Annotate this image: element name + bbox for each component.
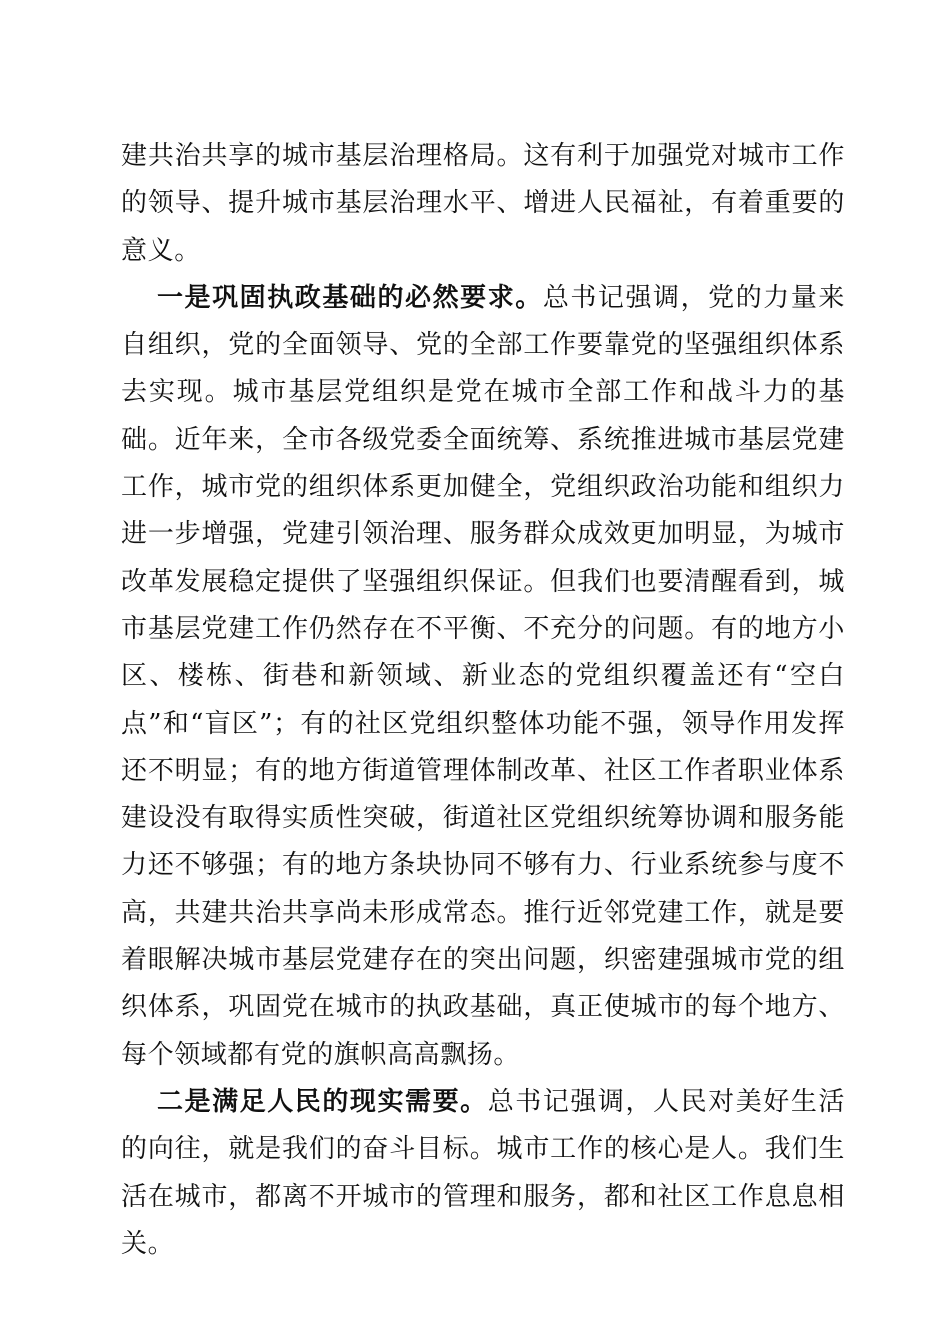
paragraph-continuation [121, 133, 845, 275]
paragraph-lead: 一是巩固执政基础的必然要求。 [157, 282, 543, 313]
document-body [121, 133, 845, 1268]
paragraph-text: 总书记强调，党的力量来自组织，党的全面领导、党的全部工作要靠党的坚强组织体系去实现。城市基层党组织是党在城市全部工作和战斗力的基础。近年来，全市各级党委全面统筹、系统推进城市基层党建工作，城市党的组织体系更加健全，党组织政治功能和组织力进一步增强，党建引领治理、服务群众成效更加明显，为城市改革发展稳定提供了坚强组织保证。但我们也要清醒看到，城市基层党建工作仍然存在不平衡、不充分的问题。有的地方小区、楼栋、街巷和新领域、新业态的党组织覆盖还有“空白点”和“盲区”；有的社区党组织整体功能不强，领导作用发挥还不明显；有的地方街道管理体制改革、社区工作者职业体系建设没有取得实质性突破，街道社区党组织统筹协调和服务能力还不够强；有的地方条块协同不够有力、行业系统参与度不高，共建共治共享尚未形成常态。推行近邻党建工作，就是要着眼解决城市基层党建存在的突出问题，织密建强城市党的组织体系，巩固党在城市的执政基础，真正使城市的每个地方、每个领域都有党的旗帜高高飘扬。 [121, 282, 845, 1070]
paragraph-meet-needs [121, 1079, 845, 1268]
paragraph-consolidate-governance [121, 275, 845, 1079]
paragraph-text: 总书记强调，人民对美好生活的向往，就是我们的奋斗目标。城市工作的核心是人。我们生活在城市，都离不开城市的管理和服务，都和社区工作息息相关。 [121, 1086, 845, 1259]
paragraph-lead: 二是满足人民的现实需要。 [157, 1086, 488, 1117]
paragraph-text: 建共治共享的城市基层治理格局。这有利于加强党对城市工作的领导、提升城市基层治理水平、增进人民福祉，有着重要的意义。 [121, 141, 845, 266]
